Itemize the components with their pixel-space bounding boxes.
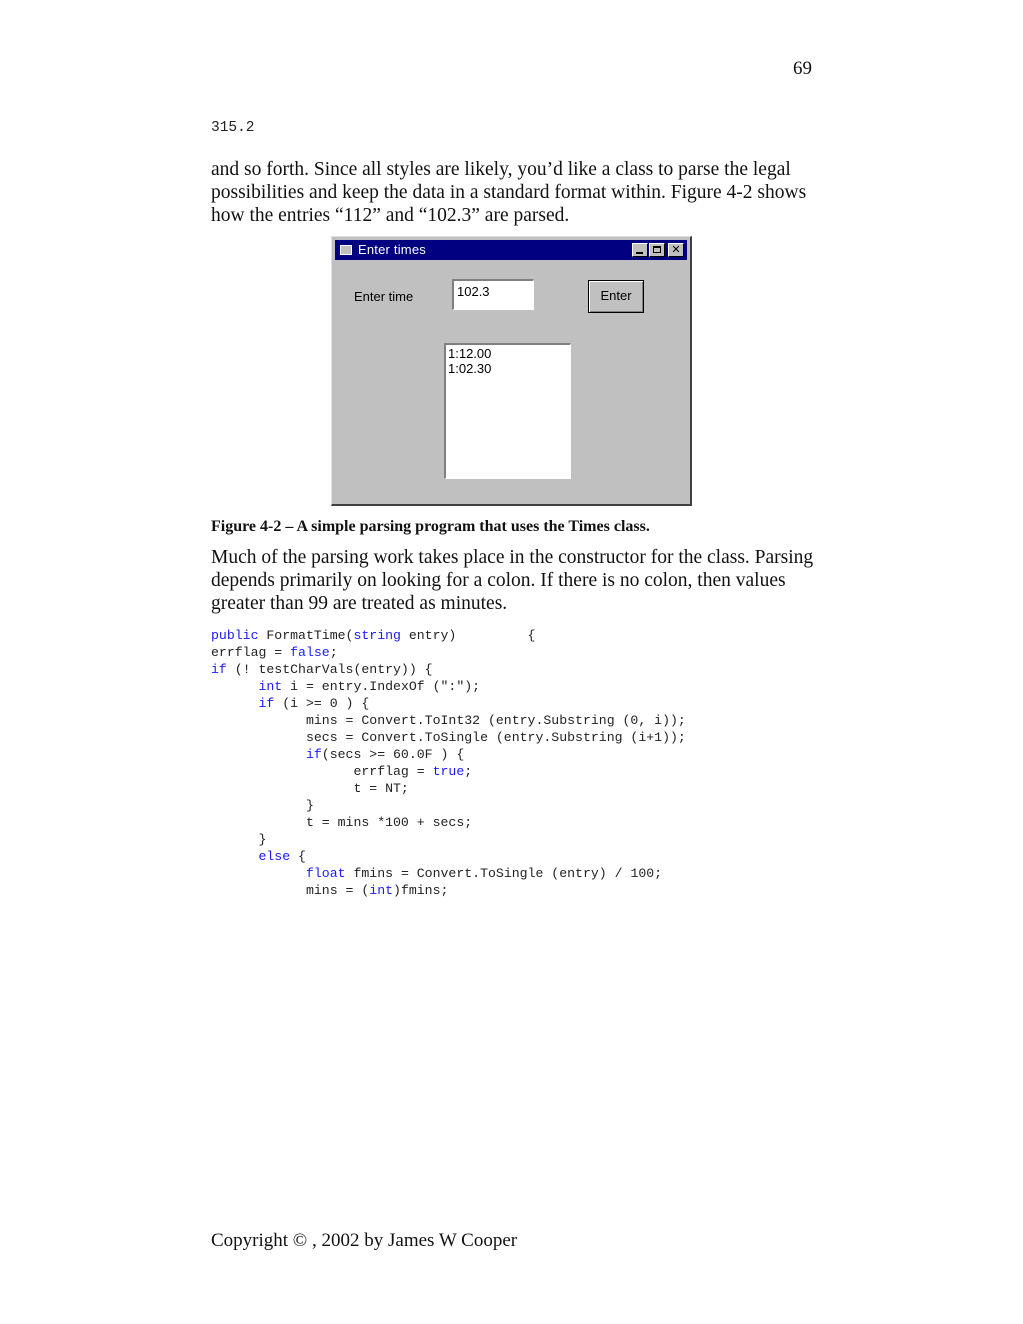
code-line <box>211 865 686 882</box>
code-line <box>211 729 686 746</box>
code-text: t = NT; <box>211 781 409 796</box>
page-number: 69 <box>793 58 812 79</box>
code-keyword: false <box>290 645 330 660</box>
enter-times-dialog <box>331 236 692 506</box>
code-text: errflag = <box>211 645 291 660</box>
code-text: )fmins; <box>393 883 449 898</box>
code-line <box>211 780 686 797</box>
code-text <box>211 849 258 864</box>
code-text <box>211 679 258 694</box>
code-line <box>211 695 686 712</box>
code-text: i = entry.IndexOf (":"); <box>282 679 481 694</box>
code-text: FormatTime( <box>258 628 354 643</box>
code-keyword: if <box>211 662 227 677</box>
code-keyword: string <box>353 628 401 643</box>
code-text: mins = Convert.ToInt32 (entry.Substring (0, i)); <box>211 713 686 728</box>
code-line <box>211 644 686 661</box>
dialog-title: Enter times <box>358 242 426 257</box>
minimize-button[interactable] <box>632 243 648 257</box>
code-text: (! testCharVals(entry)) { <box>226 662 433 677</box>
enter-time-label: Enter time <box>354 289 414 304</box>
code-keyword: int <box>369 883 394 898</box>
close-icon: ✕ <box>671 244 681 256</box>
code-line <box>211 797 686 814</box>
code-line <box>211 763 686 780</box>
code-line <box>211 678 686 695</box>
code-keyword: float <box>305 866 346 881</box>
code-text <box>211 866 306 881</box>
code-keyword: int <box>258 679 283 694</box>
code-keyword: if <box>258 696 275 711</box>
code-text: { <box>290 849 306 864</box>
code-keyword: else <box>258 849 291 864</box>
close-button[interactable] <box>668 243 684 257</box>
code-text: mins = ( <box>211 883 370 898</box>
code-text: secs = Convert.ToSingle (entry.Substring (i+1)); <box>211 730 686 745</box>
code-text: t = mins *100 + secs; <box>211 815 473 830</box>
code-text: (secs >= 60.0F ) { <box>321 747 465 762</box>
code-text: errflag = <box>211 764 433 779</box>
enter-button[interactable]: Enter <box>588 280 644 313</box>
body-paragraph-2: Much of the parsing work takes place in the constructor for the class. Parsing depends primarily on looking for a colon. If there is no colon, then values greater than 99 are treated as minutes. <box>211 547 814 614</box>
maximize-button[interactable] <box>649 243 665 257</box>
code-line <box>211 882 686 899</box>
dialog-titlebar <box>335 240 687 260</box>
maximize-icon <box>653 246 661 253</box>
code-listing <box>211 627 686 899</box>
code-line <box>211 814 686 831</box>
list-item[interactable]: 1:12.00 <box>448 346 492 361</box>
code-text <box>211 747 306 762</box>
code-text: } <box>211 798 314 813</box>
code-line <box>211 661 686 678</box>
body-paragraph-1: and so forth. Since all styles are likely, you’d like a class to parse the legal possibilities and keep the data in a standard format within. Figure 4-2 shows how the entries “112” and “102.3” are parsed. <box>211 159 807 226</box>
code-text: fmins = Convert.ToSingle (entry) / 100; <box>345 866 663 881</box>
window-app-icon <box>340 245 352 255</box>
code-text: entry) { <box>400 628 536 643</box>
minimize-icon <box>636 252 643 254</box>
code-line <box>211 627 686 644</box>
figure-caption: Figure 4-2 – A simple parsing program that uses the Times class. <box>211 518 650 535</box>
code-text: ; <box>329 645 338 660</box>
code-snippet-value: 315.2 <box>211 120 255 136</box>
times-listbox[interactable] <box>444 343 571 479</box>
code-text <box>211 696 258 711</box>
copyright-footer: Copyright © , 2002 by James W Cooper <box>211 1230 518 1251</box>
list-item[interactable]: 1:02.30 <box>448 361 492 376</box>
code-text: ; <box>464 764 473 779</box>
code-line <box>211 746 686 763</box>
code-text: } <box>211 832 267 847</box>
code-line <box>211 712 686 729</box>
code-keyword: if <box>305 747 322 762</box>
enter-time-input[interactable]: 102.3 <box>452 279 534 310</box>
code-line <box>211 831 686 848</box>
code-keyword: true <box>432 764 465 779</box>
code-text: (i >= 0 ) { <box>274 696 370 711</box>
code-keyword: public <box>211 628 259 643</box>
code-line <box>211 848 686 865</box>
